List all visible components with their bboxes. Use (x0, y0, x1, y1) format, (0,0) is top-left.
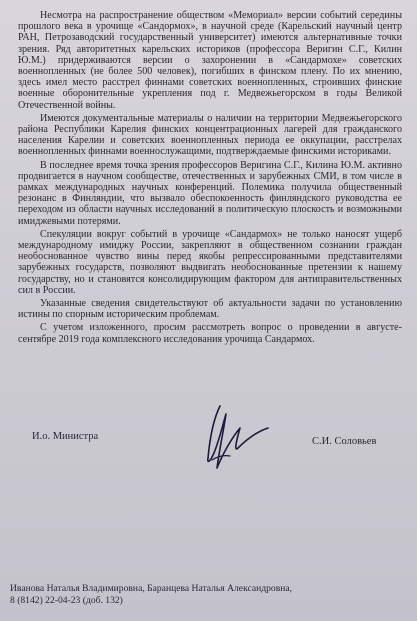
executor-footer (10, 583, 410, 606)
paragraph: Указанные сведения свидетельствуют об актуальности задачи по установлению истины по спорным историческим проблемам. (18, 298, 402, 321)
paragraph: В последнее время точка зрения профессоров Веригина С.Г., Килина Ю.М. активно продвигается в научном сообществе, отечественных и зарубежных СМИ, в том числе в рамках международных научных конференций. Полемика получила общественный резонанс в Финляндии, что вызвало обеспокоенность финляндского руководства ее переходом из области научных исследований в политическую плоскость и возможными имиджевыми потерями. (18, 159, 402, 227)
paragraph: Несмотра на распространение обществом «Мемориал» версии событий середины прошлого века в урочище «Сандормох», в научной среде (Карельский научный центр РАН, Петрозаводский государственный университет) имеются альтернативные точки зрения. Ряд авторитетных карельских историков (профессора Веригин С.Г., Килин Ю.М.) придерживаются версии о захоронении в «Сандармохе» советских военнопленных (не более 500 человек), погибших в финском плену. По их мнению, здесь имел место расстрел финнами советских военнопленных, строивших финские военные оборонительные укрепления под г. Медвежьегорском в годы Великой Отечественной войны. (18, 10, 402, 111)
paragraph: Имеются документальные материалы о наличии на территории Медвежьегорского района Республики Карелия финских концентрационных лагерей для гражданского населения Карелии и советских военнопленных периода ее оккупации, расстрелах военнопленных финнами военнослужащими, подтверждаемые финскими историками. (18, 112, 402, 158)
letter-body (18, 10, 402, 345)
signatory-name: С.И. Соловьев (312, 436, 377, 447)
executor-phone: 8 (8142) 22-04-23 (доб. 132) (10, 594, 123, 606)
paragraph: Спекуляции вокруг событий в урочище «Сандармох» не только наносят ущерб международному имиджу России, закрепляют в общественном сознании граждан необоснованное чувство вины перед якобы репрессированными представителями зарубежных государств, позволяют выдвигать необоснованные претензии к нашему государству, но и становятся консолидирующим фактором для антиправительственных сил в России. (18, 228, 402, 296)
executor-names: Иванова Наталья Владимировна, Баранцева Наталья Александровна, (10, 583, 293, 594)
handwritten-signature (190, 398, 280, 476)
paragraph: С учетом изложенного, просим рассмотреть вопрос о проведении в августе-сентябре 2019 года комплексного исследования урочища Сандармох. (18, 322, 402, 345)
signatory-title: И.о. Министра (32, 431, 99, 442)
